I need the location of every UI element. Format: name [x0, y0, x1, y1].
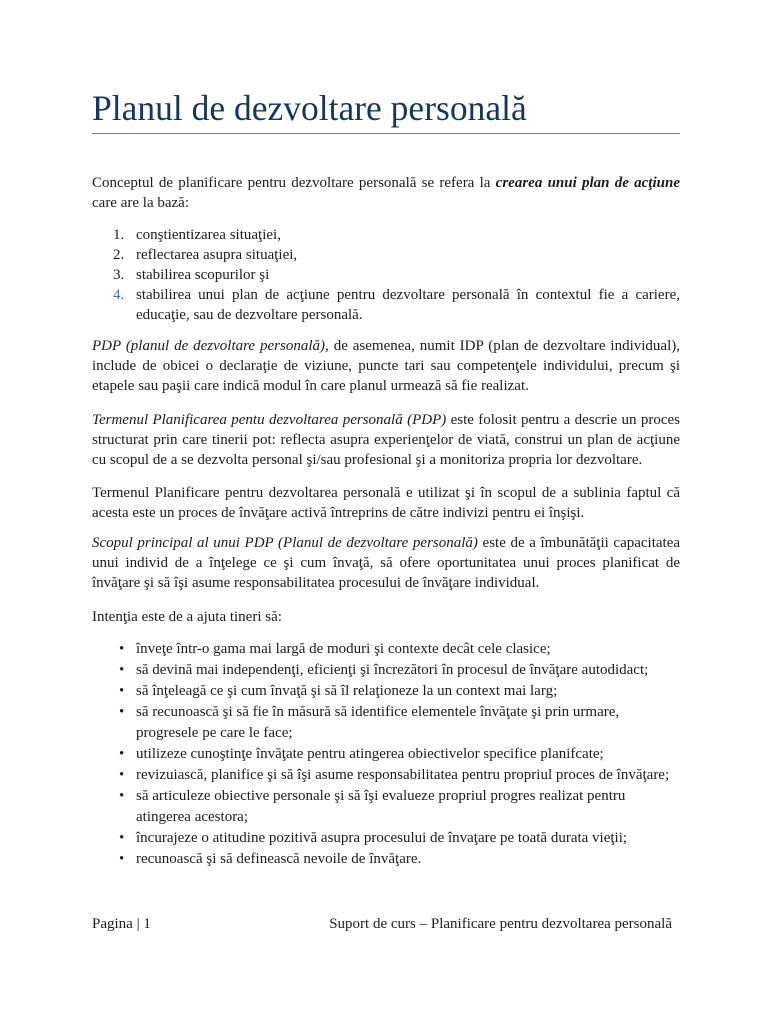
title-underline — [92, 133, 680, 134]
numbered-list-item — [92, 245, 680, 265]
bullet-list-item — [92, 702, 676, 744]
bullet-icon: • — [119, 746, 125, 762]
intro-text-end: care are la bază: — [92, 195, 189, 211]
bullet-item-text: să devină mai independenţi, eficienţi şi încrezători în procesul de învăţare autodidact; — [136, 662, 649, 678]
list-item-text: stabilirea unui plan de acţiune pentru dezvoltare personală în contextul fie a cariere, educaţie, sau de dezvoltare personală. — [136, 287, 680, 323]
bullet-list — [92, 639, 676, 870]
bullet-list-item — [92, 744, 676, 765]
bullet-list-item — [92, 681, 676, 702]
paragraph-pdp-definition — [92, 336, 680, 396]
numbered-list-item — [92, 265, 680, 285]
bullet-item-text: utilizeze cunoştinţe învăţate pentru atingerea obiectivelor specifice planifcate; — [136, 746, 604, 762]
bullet-icon: • — [119, 830, 125, 846]
intro-text: Conceptul de planificare pentru dezvoltare personală se refera la — [92, 175, 491, 191]
bullet-item-text: recunoască şi să definească nevoile de învăţare. — [136, 851, 422, 867]
numbered-list-item — [92, 225, 680, 245]
numbered-list — [92, 225, 680, 325]
bullet-item-text: să înţeleagă ce şi cum învaţă şi să îl relaţioneze la un context mai larg; — [136, 683, 558, 699]
bullet-item-text: revizuiască, planifice şi să îşi asume responsabilitatea pentru propriul proces de învăţare; — [136, 767, 670, 783]
paragraph-main-goal — [92, 533, 680, 593]
bullet-list-item — [92, 639, 676, 660]
footer-course-title: Suport de curs – Planificare pentru dezvoltarea personală — [329, 916, 672, 932]
bullet-item-text: să recunoască şi să fie în măsură să identifice elementele învăţate şi prin urmare, progresele pe care le face; — [136, 704, 620, 741]
bullet-list-item — [92, 828, 676, 849]
bullet-list-item — [92, 849, 676, 870]
intro-paragraph — [92, 173, 680, 213]
bullet-icon: • — [119, 641, 125, 657]
bullet-item-text: să articuleze obiective personale şi să îşi evalueze propriul progres realizat pentru atingerea acestora; — [136, 788, 626, 825]
bullet-list-item — [92, 786, 676, 828]
paragraph-lead: PDP (planul de dezvoltare personală), — [92, 338, 329, 354]
document-body — [92, 173, 680, 870]
bullet-icon: • — [119, 788, 125, 804]
paragraph-term-definition — [92, 410, 680, 470]
bullet-item-text: înveţe într-o gama mai largă de moduri şi contexte decât cele clasice; — [136, 641, 551, 657]
list-number: 4. — [113, 287, 125, 303]
page-number: Pagina | 1 — [92, 916, 151, 932]
paragraph-text: este folosit pentru a descrie un proces structurat prin care tinerii pot: reflecta asupra experienţelor de viată, construi un plan de acţiune cu scopul de a se dezvolta personal şi/sau profesional şi a monitoriza propria lor dezvoltare. — [92, 412, 680, 468]
list-number: 3. — [113, 267, 125, 283]
paragraph-intent: Intenţia este de a ajuta tineri să: — [92, 609, 282, 625]
bullet-list-item — [92, 765, 676, 786]
bullet-list-item — [92, 660, 676, 681]
bullet-icon: • — [119, 662, 125, 678]
paragraph-text: de asemenea, numit IDP (plan de dezvoltare individual), include de obicei o declaraţie de viziune, puncte tari sau competenţele individului, precum şi etapele sau paşii care indică modul în care planul urmează să fie realizat. — [92, 338, 680, 394]
bullet-icon: • — [119, 767, 125, 783]
list-item-text: stabilirea scopurilor şi — [136, 267, 270, 283]
paragraph-text: este de a îmbunătăţii capacitatea unui individ de a înţelege ce şi cum învaţă, să ofere oportunitatea unui proces planificat de învăţare şi să îşi asume responsabilitatea procesului de învăţare individual. — [92, 535, 681, 591]
bullet-icon: • — [119, 704, 125, 720]
list-number: 1. — [113, 227, 125, 243]
numbered-list-item — [92, 285, 680, 325]
intro-emphasis: crearea unui plan de acţiune — [495, 175, 680, 191]
list-number: 2. — [113, 247, 125, 263]
bullet-icon: • — [119, 851, 125, 867]
list-item-text: conştientizarea situaţiei, — [136, 227, 281, 243]
bullet-icon: • — [119, 683, 125, 699]
bullet-item-text: încurajeze o atitudine pozitivă asupra procesului de învaţare pe toată durata vieţii; — [136, 830, 628, 846]
paragraph-lead: Termenul Planificarea pentu dezvoltarea personală (PDP) — [92, 412, 447, 428]
page-title: Planul de dezvoltare personală — [92, 88, 527, 128]
paragraph-lead: Scopul principal al unui PDP (Planul de dezvoltare personală) — [92, 535, 478, 551]
list-item-text: reflectarea asupra situaţiei, — [136, 247, 298, 263]
paragraph-term-usage: Termenul Planificare pentru dezvoltarea personală e utilizat şi în scopul de a sublinia faptul că acesta este un proces de învăţare activă întreprins de către indivizi pentru ei înşişi. — [92, 485, 680, 521]
page-footer — [92, 914, 672, 934]
